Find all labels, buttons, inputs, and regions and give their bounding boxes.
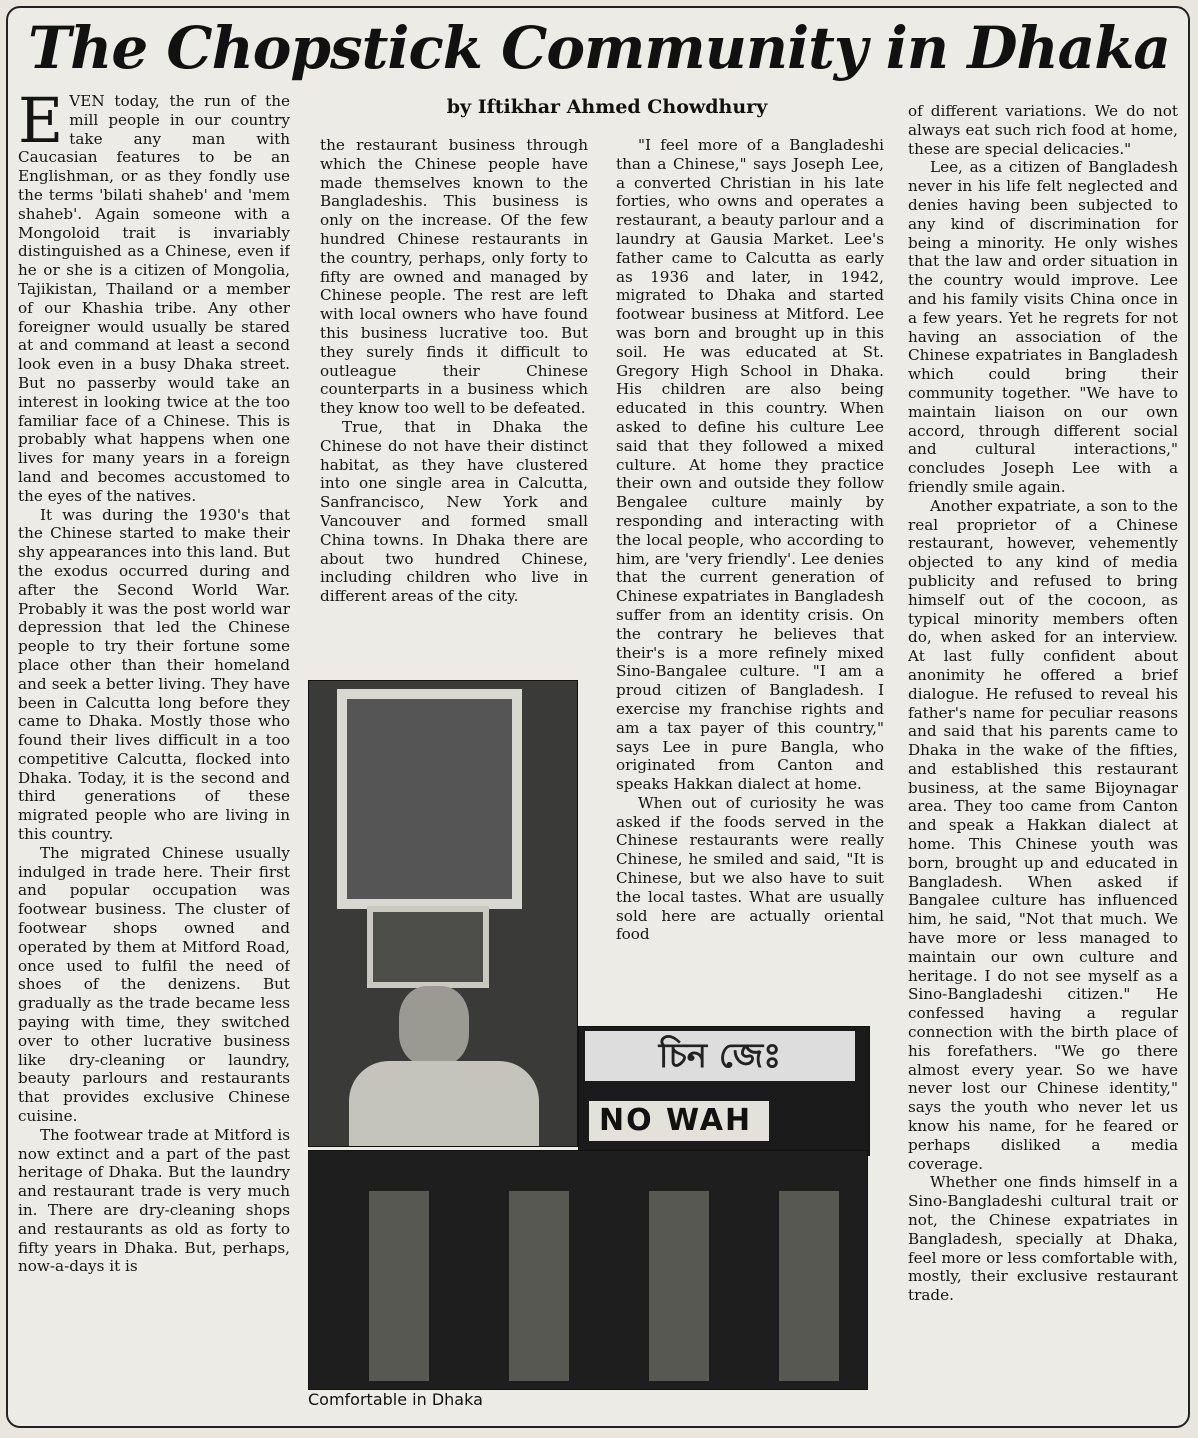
column-4: [908, 102, 1178, 1422]
column-2: [320, 136, 588, 672]
col3-paragraph-2: When out of curiosity he was asked if the foods served in the Chinese restaurants were really Chinese, he smiled and said, "It is Chinese, but we also have to suit the local tastes. What are usually sold here are actually oriental food: [616, 793, 884, 944]
col1-paragraph-2: It was during the 1930's that the Chinese started to make their shy appearances into this land. But the exodus occurred during and after the Second World War. Probably it was the post world war depression that led the Chinese people to try their fortune some place other than their homeland and seek a better living. They have been in Calcutta long before they came to Dhaka. Mostly those who found their lives difficult in a too competitive Calcutta, flocked into Dhaka. Today, it is the second and third generations of these migrated people who are living in this country.: [18, 505, 290, 844]
storefront-panel: [369, 1191, 429, 1381]
col1-paragraph-3: The migrated Chinese usually indulged in trade here. Their first and popular occupation was footwear business. The cluster of footwear shops owned and operated by them at Mitford Road, once used to fulfil the need of shoes of the denizens. But gradually as the trade became less paying with time, they switched over to other lucrative business like dry-cleaning or laundry, beauty parlours and restaurants that provides exclusive Chinese cuisine.: [18, 843, 290, 1126]
storefront-panel: [779, 1191, 839, 1381]
col4-paragraph-2: Lee, as a citizen of Bangladesh never in his life felt neglected and denies having been subjected to any kind of discrimination for being a minority. He only wishes that the law and order situation in the country would improve. Lee and his family visits China once in a few years. Yet he regrets for not having an association of the Chinese expatriates in Bangladesh which could bring their community together. "We have to maintain liaison on our own accord, through different social and cultural interactions," concludes Joseph Lee with a friendly smile again.: [908, 158, 1178, 496]
byline: by Iftikhar Ahmed Chowdhury: [446, 96, 768, 118]
col2-paragraph-2: True, that in Dhaka the Chinese do not have their distinct habitat, as they have clustered into one single area in Calcutta, Sanfrancisco, New York and Vancouver and formed small China towns. In Dhaka there are about two hundred Chinese, including children who live in different areas of the city.: [320, 417, 588, 606]
col2-paragraph-1: the restaurant business through which the Chinese people have made themselves known to the Bangladeshis. This business is only on the increase. Of the few hundred Chinese restaurants in the country, perhaps, only forty to fifty are owned and managed by Chinese people. The rest are left with local owners who have found this business lucrative too. But they surely finds it difficult to outleague their Chinese counterparts in a business which they know too well to be defeated.: [320, 136, 588, 418]
sign-bengali-script: চিন জেঃ: [585, 1031, 855, 1081]
col1-paragraph-4: The footwear trade at Mitford is now extinct and a part of the past heritage of Dhaka. But the laundry and restaurant trade is very much in. There are dry-cleaning shops and restaurants as old as forty to fifty years in Dhaka. But, perhaps, now-a-days it is: [18, 1125, 290, 1276]
drop-cap: E: [18, 92, 64, 157]
wall-picture: [367, 906, 489, 988]
col3-paragraph-1: "I feel more of a Bangladeshi than a Chinese," says Joseph Lee, a converted Christian in his late forties, who owns and operates a restaurant, a beauty parlour and a laundry at Gausia Market. Lee's father came to Calcutta as early as 1936 and later, in 1942, migrated to Dhaka and started footwear business at Mitford. Lee was born and brought up in this soil. He was educated at St. Gregory High School in Dhaka. His children are also being educated in this country. When asked to define his culture Lee said that they followed a mixed culture. At home they practice their own and outside they follow Bengalee culture mainly by responding and interacting with the local people, who according to him, are 'very friendly'. Lee denies that the current generation of Chinese expatriates in Bangladesh suffer from an identity crisis. On the contrary he believes that their's is a more refinely mixed Sino-Bangalee culture. "I am a proud citizen of Bangladesh. I exercise my franchise rights and am a tax payer of this country," says Lee in pure Bangla, who originated from Canton and speaks Hakkan dialect at home.: [616, 136, 884, 794]
wall-painting: [337, 689, 522, 909]
man-head: [399, 986, 469, 1066]
column-3: [616, 136, 884, 1026]
photo-restaurant-sign: [578, 1026, 870, 1156]
storefront-panel: [509, 1191, 569, 1381]
col4-paragraph-1: of different variations. We do not always eat such rich food at home, these are special delicacies.": [908, 102, 1178, 158]
column-1: [18, 92, 290, 1412]
col4-paragraph-3: Another expatriate, a son to the real proprietor of a Chinese restaurant, however, vehemently objected to any kind of media publicity and refused to bring himself out of the cocoon, as typical minority members often do, when asked for an interview. At last fully confident about anonimity he offered a brief dialogue. He refused to reveal his father's name for peculiar reasons and said that his parents came to Dhaka in the wake of the fifties, and established this restaurant business, at the same Bijoynagar area. They too came from Canton and speak a Hakkan dialect at home. This Chinese youth was born, brought up and educated in Bangladesh. When asked if Bangalee culture has influenced him, he said, "Not that much. We have more or less managed to maintain our own culture and heritage. I do not see myself as a Sino-Bangladeshi citizen." He confessed having a regular connection with the birth place of his forefathers. "We go there almost every year. So we have never lost our Chinese identity," says the youth who never let us know his name, for he feared or perhaps disliked a media coverage.: [908, 496, 1178, 1173]
photo-restaurant-front: [308, 1150, 868, 1390]
sign-restaurant-name: NO WAH: [589, 1101, 769, 1141]
headline: The Chopstick Community in Dhaka: [27, 14, 1171, 82]
col4-paragraph-4: Whether one finds himself in a Sino-Bangladeshi cultural trait or not, the Chinese expatriates in Bangladesh, specially at Dhaka, feel more or less comfortable with, mostly, their exclusive restaurant trade.: [908, 1173, 1178, 1305]
storefront-panel: [649, 1191, 709, 1381]
photo-caption: Comfortable in Dhaka: [308, 1390, 483, 1409]
photo-man-on-phone: [308, 680, 578, 1147]
man-body: [349, 1061, 539, 1147]
col1-paragraph-1: EVEN today, the run of the mill people in our country take any man with Caucasian features to be an Englishman, or as they fondly use the terms 'bilati shaheb' and 'mem shaheb'. Again someone with a Mongoloid trait is invariably distinguished as a Chinese, even if he or she is a citizen of Mongolia, Tajikistan, Thailand or a member of our Khashia tribe. Any other foreigner would usually be stared at and command at least a second look even in a busy Dhaka street. But no passerby would take an interest in looking twice at the too familiar face of a Chinese. This is probably what happens when one lives for many years in a foreign land and becomes accustomed to the eyes of the natives.: [18, 92, 290, 505]
